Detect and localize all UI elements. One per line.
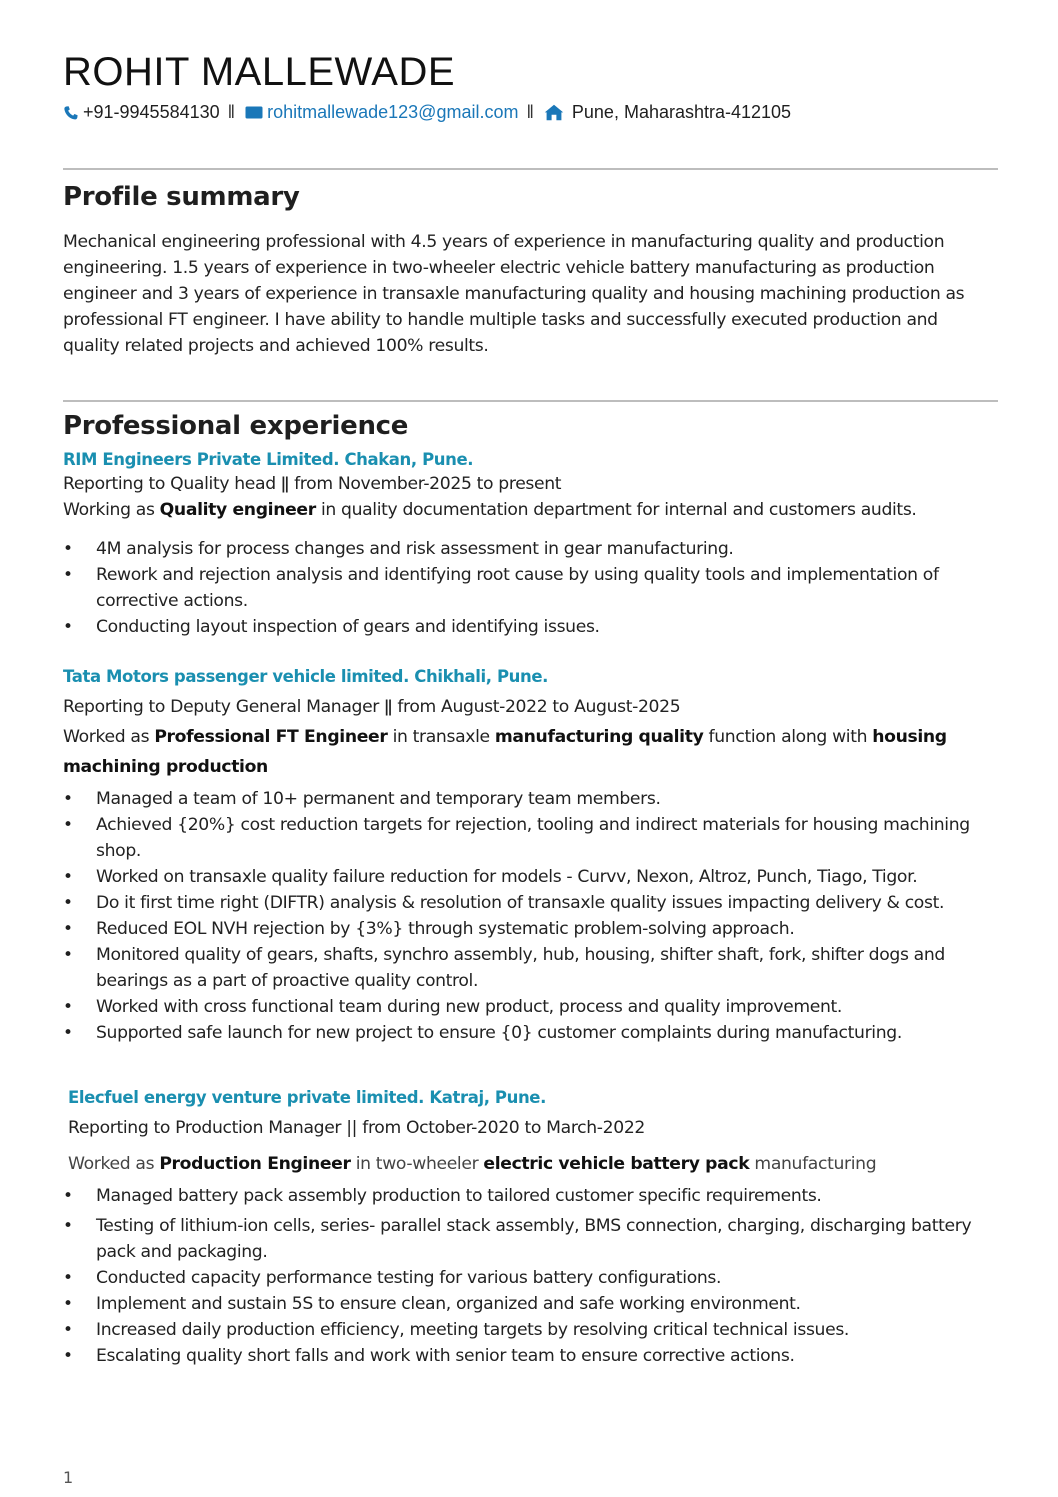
list-item: • Managed a team of 10+ permanent and temporary team members. (63, 786, 998, 812)
separator: ǁ (526, 102, 534, 122)
contact-line (63, 102, 791, 123)
section-title-profile: Profile summary (63, 182, 300, 212)
page-number: 1 (63, 1468, 74, 1487)
reporting-line: Reporting to Deputy General Manager ǁ from August-2022 to August-2025 (63, 697, 681, 717)
section-title-experience: Professional experience (63, 411, 409, 441)
list-item: • 4M analysis for process changes and risk assessment in gear manufacturing. (63, 536, 998, 562)
list-item: • Monitored quality of gears, shafts, synchro assembly, hub, housing, shifter shaft, fork, shifter dogs and bearings as a part of proactive quality control. (63, 942, 998, 994)
role-line-continued: machining production (63, 757, 268, 777)
divider (63, 168, 998, 170)
separator: ǁ (227, 102, 236, 122)
reporting-line: Reporting to Production Manager || from October-2020 to March-2022 (68, 1118, 645, 1138)
phone-icon (63, 105, 79, 121)
list-item: • Conducted capacity performance testing for various battery configurations. (63, 1265, 998, 1291)
job-bullets (63, 1183, 998, 1369)
reporting-line: Reporting to Quality head ǁ from November-2025 to present (63, 474, 562, 494)
list-item: • Conducting layout inspection of gears and identifying issues. (63, 614, 998, 640)
divider (63, 400, 998, 402)
list-item: • Managed battery pack assembly production to tailored customer specific requirements. (63, 1183, 998, 1209)
list-item: • Supported safe launch for new project to ensure {0} customer complaints during manufacturing. (63, 1020, 998, 1046)
list-item: • Implement and sustain 5S to ensure clean, organized and safe working environment. (63, 1291, 998, 1317)
email-link[interactable]: rohitmallewade123@gmail.com (267, 102, 519, 122)
list-item: • Rework and rejection analysis and identifying root cause by using quality tools and implementation of corrective actions. (63, 562, 998, 614)
role-line: Worked as Production Engineer in two-wheeler electric vehicle battery pack manufacturing (68, 1154, 877, 1174)
job-bullets (63, 786, 998, 1046)
list-item: • Escalating quality short falls and work with senior team to ensure corrective actions. (63, 1343, 998, 1369)
company-name: Elecfuel energy venture private limited. Katraj, Pune. (68, 1088, 546, 1107)
profile-summary-text: Mechanical engineering professional with 4.5 years of experience in manufacturing quality and production engineering. 1.5 years of experience in two-wheeler electric vehicle battery manufacturing as production engineer and 3 years of experience in transaxle manufacturing quality and housing machining production as professional FT engineer. I have ability to handle multiple tasks and successfully executed production and quality related projects and achieved 100% results. (63, 232, 965, 356)
phone-number[interactable]: +91-9945584130 (83, 102, 220, 122)
list-item: • Increased daily production efficiency, meeting targets by resolving critical technical issues. (63, 1317, 998, 1343)
company-name: RIM Engineers Private Limited. Chakan, Pune. (63, 450, 474, 469)
location: Pune, Maharashtra-412105 (571, 102, 792, 122)
email-icon (245, 106, 263, 119)
list-item: • Worked on transaxle quality failure reduction for models - Curvv, Nexon, Altroz, Punch, Tiago, Tigor. (63, 864, 998, 890)
role-line: Worked as Professional FT Engineer in transaxle manufacturing quality function along with housing (63, 727, 947, 747)
list-item: • Reduced EOL NVH rejection by {3%} through systematic problem-solving approach. (63, 916, 998, 942)
company-name: Tata Motors passenger vehicle limited. Chikhali, Pune. (63, 667, 549, 686)
role-line: Working as Quality engineer in quality documentation department for internal and customers audits. (63, 500, 917, 520)
list-item: • Do it first time right (DIFTR) analysis & resolution of transaxle quality issues impacting delivery & cost. (63, 890, 998, 916)
candidate-name: ROHIT MALLEWADE (63, 50, 456, 94)
list-item: • Testing of lithium-ion cells, series- parallel stack assembly, BMS connection, charging, discharging battery pack and packaging. (63, 1213, 998, 1265)
job-bullets (63, 536, 998, 640)
home-icon (544, 104, 564, 121)
list-item: • Worked with cross functional team during new product, process and quality improvement. (63, 994, 998, 1020)
list-item: • Achieved {20%} cost reduction targets for rejection, tooling and indirect materials for housing machining shop. (63, 812, 998, 864)
